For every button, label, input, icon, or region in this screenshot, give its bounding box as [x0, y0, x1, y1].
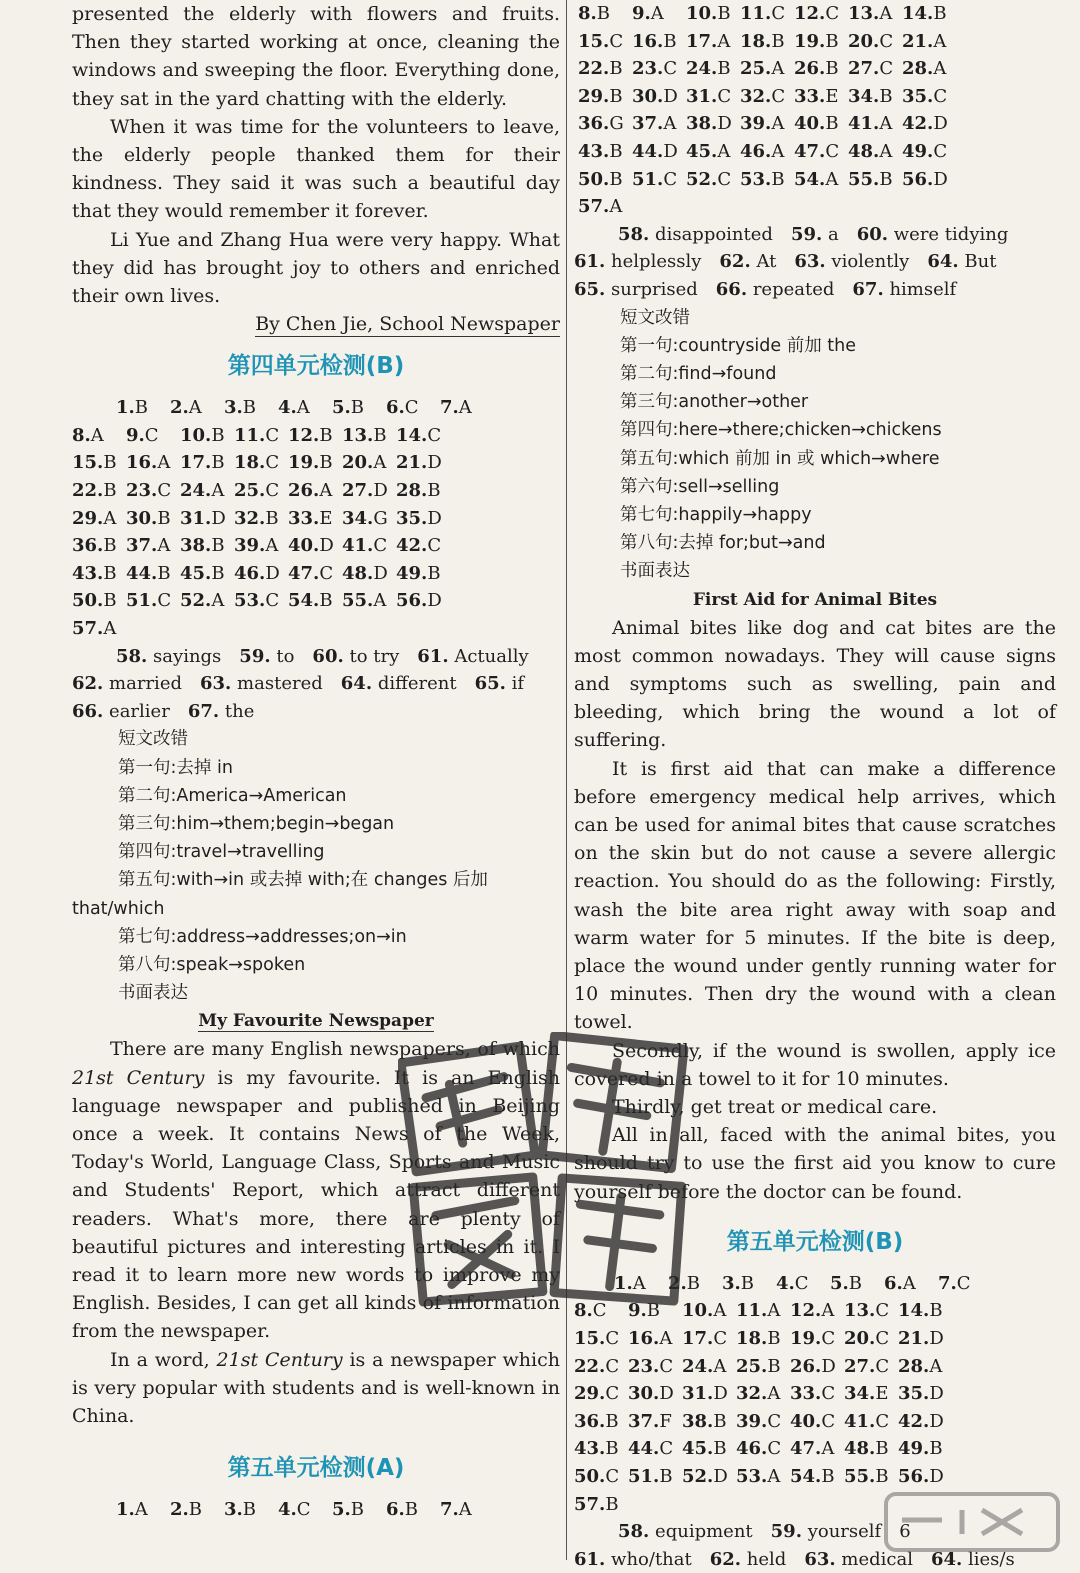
answer-item: 48.D	[342, 562, 388, 584]
fill-item: 60. to try	[312, 645, 400, 667]
correction-line: 第二句:find→found	[620, 363, 777, 384]
unit4b-answer-row	[72, 477, 560, 505]
answer-item: 45.B	[180, 562, 225, 584]
answer-item: 48.A	[848, 140, 893, 162]
answer-item: 39.A	[740, 113, 785, 135]
answer-item: 29.C	[574, 1383, 620, 1405]
answer-item: 50.B	[578, 168, 623, 190]
essay-title: First Aid for Animal Bites	[692, 589, 938, 610]
right-column	[574, 0, 1056, 1573]
fill-item: 58. disappointed	[618, 223, 773, 245]
unit4b-answer-row	[72, 394, 560, 422]
answer-item: 26.D	[790, 1355, 836, 1377]
answer-item: 33.C	[790, 1383, 836, 1405]
answer-item: 54.A	[794, 168, 839, 190]
answer-item: 18.C	[234, 452, 280, 474]
answer-item: 26.B	[794, 58, 839, 80]
answer-item: 53.A	[736, 1465, 781, 1487]
answer-item: 40.D	[288, 535, 334, 557]
answer-item: 9.B	[628, 1300, 661, 1322]
fill-item: 60. were tidying	[856, 223, 1009, 245]
fill-item: 64. different	[340, 673, 457, 695]
answer-item: 11.C	[234, 424, 280, 446]
answer-item: 42.D	[902, 113, 948, 135]
answer-item: 31.D	[682, 1383, 728, 1405]
answer-item: 30.D	[628, 1383, 674, 1405]
answer-item: 55.B	[848, 168, 893, 190]
answer-item: 54.B	[288, 590, 333, 612]
essay-paragraph: There are many English newspapers, of which 21st Century is my favourite. It is an English language newspaper and published in Beijing once a week. It contains News of the Week, Today's World, Language Class, Sports and Music and Students' Report, which attract different readers. What's more, there are plenty of beautiful pictures and interesting articles in it. I read it to learn more new words to improve my English. Besides, I can get all kinds of information from the newspaper.	[72, 1038, 560, 1343]
answer-item: 37.F	[628, 1410, 672, 1432]
answer-item: 27.C	[844, 1355, 890, 1377]
essay-paragraph: In a word, 21st Century is a newspaper which is very popular with students and is well-known in China.	[72, 1348, 560, 1428]
correction-line: 第一句:去掉 in	[118, 757, 233, 778]
answer-item: 14.B	[902, 3, 947, 24]
answer-item: 3.B	[224, 397, 257, 419]
answer-item: 38.B	[682, 1410, 727, 1432]
correction-line: 第五句:with→in 或去掉 with;在 changes 后加 that/which	[72, 870, 488, 919]
left-column	[72, 0, 560, 1524]
intro-paragraph: When it was time for the volunteers to leave, the elderly people thanked them for their kindness. They said it was such a beautiful day that they would remember it forever.	[72, 115, 560, 223]
answer-item: 18.B	[740, 30, 785, 52]
answer-item: 56.D	[898, 1465, 944, 1487]
fill-item: 58. sayings	[116, 645, 222, 667]
answer-item: 9.A	[632, 3, 664, 24]
fill-item: 62. At	[719, 251, 777, 273]
fill-item: 66. earlier	[72, 700, 170, 722]
unit4b-answer-row	[72, 587, 560, 615]
answer-item: 28.A	[898, 1355, 943, 1377]
essay-title	[72, 1007, 560, 1035]
answer-item: 55.B	[844, 1465, 889, 1487]
answer-item: 52.C	[686, 168, 732, 190]
answer-item: 11.A	[736, 1300, 781, 1322]
answer-item: 9.C	[126, 424, 159, 446]
answer-item: 28.B	[396, 480, 441, 502]
answer-item: 35.D	[898, 1383, 944, 1405]
unit5b-answer-row	[574, 1353, 1056, 1381]
answer-item: 12.A	[790, 1300, 835, 1322]
fill-item: 65. if	[474, 673, 525, 695]
answer-item: 11.C	[740, 3, 786, 24]
unit4b-fill-row	[72, 643, 560, 671]
unit4b-cont-answer-row	[574, 110, 1056, 138]
answer-item: 4.C	[278, 1499, 311, 1521]
unit4b-answer-row	[72, 422, 560, 450]
answer-item: 46.C	[736, 1438, 782, 1460]
answer-item: 7.A	[440, 397, 472, 419]
answer-item: 39.A	[234, 535, 279, 557]
unit4b-cont-fill-row	[574, 221, 1056, 249]
correction-line: 第八句:speak→spoken	[118, 954, 306, 975]
answer-item: 33.E	[794, 85, 839, 107]
answer-item: 15.C	[574, 1328, 620, 1350]
answer-item: 37.A	[632, 113, 677, 135]
answer-item: 21.A	[902, 30, 947, 52]
answer-item: 45.B	[682, 1438, 727, 1460]
fill-item: 63. violently	[794, 251, 910, 273]
answer-item: 30.B	[126, 507, 171, 529]
answer-item: 2.A	[170, 397, 202, 419]
unit5b-answer-row	[574, 1297, 1056, 1325]
answer-item: 21.D	[396, 452, 442, 474]
answer-item: 10.B	[686, 3, 731, 24]
answer-item: 50.B	[72, 590, 117, 612]
unit5a-heading: 第五单元检测(A)	[227, 1455, 405, 1482]
fill-item: 64. But	[927, 251, 997, 273]
answer-item: 49.B	[898, 1438, 943, 1460]
answer-item: 33.E	[288, 507, 333, 529]
fill-item: 61. helplessly	[574, 251, 702, 273]
unit4b-cont-fill-row	[574, 248, 1056, 276]
unit4b-heading: 第四单元检测(B)	[227, 353, 405, 380]
answer-item: 42.D	[898, 1410, 944, 1432]
answer-item: 7.A	[440, 1499, 472, 1521]
answer-item: 42.C	[396, 535, 442, 557]
answer-item: 40.B	[794, 113, 839, 135]
answer-item: 44.D	[632, 140, 678, 162]
correction-line: 第五句:which 前加 in 或 which→where	[620, 448, 940, 469]
answer-item: 44.C	[628, 1438, 674, 1460]
answer-item: 36.B	[72, 535, 117, 557]
answer-item: 26.A	[288, 480, 333, 502]
unit5b-answer-row	[574, 1380, 1056, 1408]
essay-paragraph: Animal bites like dog and cat bites are the most common nowadays. They will cause signs and symptoms such as swelling, pain and bleeding, which bring the wound a lot of suffering.	[574, 616, 1056, 752]
answer-item: 30.D	[632, 85, 678, 107]
answer-item: 39.C	[736, 1410, 782, 1432]
answer-item: 41.C	[342, 535, 388, 557]
answer-item: 43.B	[72, 562, 117, 584]
answer-item: 13.A	[848, 3, 893, 24]
answer-item: 13.C	[844, 1300, 890, 1322]
answer-item: 17.A	[686, 30, 731, 52]
answer-item: 36.B	[574, 1410, 619, 1432]
answer-item: 29.A	[72, 507, 117, 529]
answer-item: 47.A	[790, 1438, 835, 1460]
answer-item: 41.A	[848, 113, 893, 135]
answer-item: 24.B	[686, 58, 731, 80]
answer-item: 17.C	[682, 1328, 728, 1350]
answer-item: 49.B	[396, 562, 441, 584]
unit5b-answer-row	[574, 1325, 1056, 1353]
answer-item: 51.C	[126, 590, 172, 612]
unit5a-answer-row	[72, 1496, 560, 1524]
signature-line	[72, 310, 560, 338]
essay-title-text: My Favourite Newspaper	[198, 1011, 434, 1032]
answer-item: 24.A	[682, 1355, 727, 1377]
essay-paragraph: It is first aid that can make a difference before emergency medical help arrives, which can be used for animal bites that cause scratches on the skin but do not cause a severe allergic reaction. You should do as the following: Firstly, wash the bite area right away with soap and warm water for 5 minutes. If the bite is deep, place the wound under gently running water for 10 minutes. Then dry the wound with a clean towel.	[574, 757, 1056, 1034]
answer-item: 8.A	[72, 424, 104, 446]
correction-line: 第二句:America→American	[118, 785, 347, 806]
answer-item: 7.C	[938, 1272, 971, 1294]
fill-item: 61. Actually	[417, 645, 529, 667]
answer-item: 44.B	[126, 562, 171, 584]
fill-item: 62. married	[72, 673, 182, 695]
correction-line: 第三句:him→them;begin→began	[118, 813, 395, 834]
unit4b-cont-answer-row	[574, 83, 1056, 111]
unit4b-answer-row	[72, 532, 560, 560]
unit4b-cont-answer-row	[574, 193, 1056, 221]
answer-item: 20.A	[342, 452, 387, 474]
answer-item: 46.A	[740, 140, 785, 162]
unit4b-cont-answer-row	[574, 138, 1056, 166]
answer-item: 54.B	[790, 1465, 835, 1487]
correction-line: 第四句:here→there;chicken→chickens	[620, 420, 942, 441]
answer-item: 5.B	[332, 1499, 365, 1521]
answer-item: 6.C	[386, 397, 419, 419]
answer-item: 14.C	[396, 424, 442, 446]
answer-item: 13.B	[342, 424, 387, 446]
fill-item: 65. surprised	[574, 278, 698, 300]
essay-paragraph: Thirdly, get treat or medical care.	[612, 1096, 938, 1119]
unit4b-fill-row	[72, 698, 560, 726]
answer-item: 14.B	[898, 1300, 943, 1322]
writing-title: 书面表达	[620, 561, 690, 582]
answer-item: 19.B	[288, 452, 333, 474]
answer-item: 27.C	[848, 58, 894, 80]
fill-item: 67. himself	[852, 278, 957, 300]
answer-item: 6.B	[386, 1499, 419, 1521]
answer-item: 4.A	[278, 397, 310, 419]
answer-item: 57.A	[578, 196, 623, 218]
answer-item: 35.C	[902, 85, 948, 107]
fill-item: 64. lies/s	[930, 1548, 1015, 1570]
answer-item: 20.C	[844, 1328, 890, 1350]
answer-item: 29.B	[578, 85, 623, 107]
answer-item: 1.A	[116, 1499, 148, 1521]
answer-item: 16.B	[632, 30, 677, 52]
intro-paragraph: presented the elderly with flowers and fruits. Then they started working at once, cleaning the windows and sweeping the floor. Everything done, they sat in the yard chatting with the elderly.	[72, 3, 560, 110]
answer-item: 20.C	[848, 30, 894, 52]
fill-item: 59. to	[239, 645, 295, 667]
answer-item: 3.B	[722, 1272, 755, 1294]
unit5b-answer-row	[574, 1435, 1056, 1463]
answer-item: 10.A	[682, 1300, 727, 1322]
signature-text: By Chen Jie, School Newspaper	[255, 313, 560, 336]
unit4b-cont-answer-row	[574, 55, 1056, 83]
correction-title: 短文改错	[118, 729, 188, 750]
answer-item: 1.B	[116, 397, 149, 419]
unit4b-cont-answer-row	[574, 28, 1056, 56]
unit5b-answer-row	[574, 1463, 1056, 1491]
correction-line: 第六句:sell→selling	[620, 476, 780, 497]
answer-item: 8.B	[578, 3, 611, 24]
mxqe-watermark	[882, 1490, 1062, 1554]
answer-item: 34.G	[342, 507, 388, 529]
answer-item: 24.A	[180, 480, 225, 502]
answer-item: 43.B	[574, 1438, 619, 1460]
answer-item: 23.C	[628, 1355, 674, 1377]
answer-item: 57.B	[574, 1493, 619, 1515]
answer-item: 56.D	[396, 590, 442, 612]
fill-item: 6	[899, 1521, 911, 1543]
fill-item: 58. equipment	[618, 1521, 753, 1543]
answer-item: 46.D	[234, 562, 280, 584]
fill-item: 61. who/that	[574, 1548, 692, 1570]
answer-item: 17.B	[180, 452, 225, 474]
answer-item: 22.C	[574, 1355, 620, 1377]
answer-item: 37.A	[126, 535, 171, 557]
essay-paragraph: Secondly, if the wound is swollen, apply ice covered in a towel to it for 10 minutes.	[574, 1039, 1056, 1090]
answer-item: 52.A	[180, 590, 225, 612]
answer-item: 4.C	[776, 1272, 809, 1294]
answer-item: 52.D	[682, 1465, 728, 1487]
answer-item: 23.C	[126, 480, 172, 502]
correction-line: 第三句:another→other	[620, 392, 809, 413]
answer-item: 15.C	[578, 30, 624, 52]
answer-item: 28.A	[902, 58, 947, 80]
answer-item: 32.A	[736, 1383, 781, 1405]
unit5b-heading: 第五单元检测(B)	[726, 1228, 904, 1255]
answer-item: 34.B	[848, 85, 893, 107]
unit4b-answer-row	[72, 449, 560, 477]
answer-item: 23.C	[632, 58, 678, 80]
answer-item: 38.B	[180, 535, 225, 557]
answer-item: 32.C	[740, 85, 786, 107]
unit4b-answer-row	[72, 615, 560, 643]
answer-item: 27.D	[342, 480, 388, 502]
correction-line: 第一句:countryside 前加 the	[620, 335, 857, 356]
answer-item: 50.C	[574, 1465, 620, 1487]
answer-item: 22.B	[578, 58, 623, 80]
answer-item: 31.D	[180, 507, 226, 529]
answer-item: 5.B	[830, 1272, 863, 1294]
unit4b-cont-fill-row	[574, 276, 1056, 304]
answer-item: 49.C	[902, 140, 948, 162]
correction-line: 第八句:去掉 for;but→and	[620, 533, 826, 554]
answer-item: 3.B	[224, 1499, 257, 1521]
unit4b-fill-row	[72, 670, 560, 698]
answer-item: 12.B	[288, 424, 333, 446]
answer-item: 51.B	[628, 1465, 673, 1487]
answer-item: 25.A	[740, 58, 785, 80]
answer-item: 35.D	[396, 507, 442, 529]
answer-item: 56.D	[902, 168, 948, 190]
answer-item: 55.A	[342, 590, 387, 612]
unit4b-answer-row	[72, 560, 560, 588]
answer-item: 38.D	[686, 113, 732, 135]
answer-item: 25.C	[234, 480, 280, 502]
fill-item: 63. medical	[804, 1548, 913, 1570]
answer-item: 48.B	[844, 1438, 889, 1460]
intro-paragraph: Li Yue and Zhang Hua were very happy. What they did has brought joy to others and enriched their own lives.	[72, 228, 560, 308]
answer-item: 41.C	[844, 1410, 890, 1432]
answer-item: 34.E	[844, 1383, 889, 1405]
unit4b-answer-row	[72, 505, 560, 533]
answer-item: 51.C	[632, 168, 678, 190]
answer-item: 21.D	[898, 1328, 944, 1350]
answer-item: 53.B	[740, 168, 785, 190]
answer-item: 18.B	[736, 1328, 781, 1350]
answer-item: 47.C	[288, 562, 334, 584]
answer-item: 22.B	[72, 480, 117, 502]
answer-item: 47.C	[794, 140, 840, 162]
answer-item: 1.A	[614, 1272, 646, 1294]
unit4b-cont-answer-row	[574, 166, 1056, 194]
answer-item: 57.A	[72, 617, 117, 639]
writing-title: 书面表达	[118, 983, 188, 1004]
answer-item: 5.B	[332, 397, 365, 419]
answer-item: 45.A	[686, 140, 731, 162]
fill-item: 59. yourself	[770, 1521, 882, 1543]
answer-item: 2.B	[668, 1272, 701, 1294]
answer-item: 12.C	[794, 3, 840, 24]
answer-item: 10.B	[180, 424, 225, 446]
answer-item: 16.A	[628, 1328, 673, 1350]
answer-item: 40.C	[790, 1410, 836, 1432]
answer-item: 32.B	[234, 507, 279, 529]
answer-item: 15.B	[72, 452, 117, 474]
fill-item: 63. mastered	[200, 673, 323, 695]
correction-line: 第七句:address→addresses;on→in	[118, 926, 407, 947]
fill-item: 66. repeated	[715, 278, 835, 300]
column-divider	[566, 0, 567, 1560]
answer-item: 53.C	[234, 590, 280, 612]
unit4b-cont-answer-row	[574, 0, 1056, 28]
unit5b-answer-row	[574, 1270, 1056, 1298]
answer-item: 19.B	[794, 30, 839, 52]
answer-item: 36.G	[578, 113, 624, 135]
fill-item: 59. a	[790, 223, 839, 245]
essay-paragraph: All in all, faced with the animal bites, you should try to use the first aid you know to cure yourself before the doctor can be found.	[574, 1124, 1056, 1203]
answer-item: 16.A	[126, 452, 171, 474]
fill-item: 67. the	[187, 700, 255, 722]
answer-item: 6.A	[884, 1272, 916, 1294]
answer-item: 25.B	[736, 1355, 781, 1377]
answer-item: 2.B	[170, 1499, 203, 1521]
unit5b-answer-row	[574, 1408, 1056, 1436]
answer-item: 31.C	[686, 85, 732, 107]
answer-item: 8.C	[574, 1300, 607, 1322]
fill-item: 62. held	[709, 1548, 787, 1570]
answer-item: 19.C	[790, 1328, 836, 1350]
correction-line: 第七句:happily→happy	[620, 504, 812, 525]
answer-item: 43.B	[578, 140, 623, 162]
correction-title: 短文改错	[620, 307, 690, 328]
correction-line: 第四句:travel→travelling	[118, 842, 325, 863]
